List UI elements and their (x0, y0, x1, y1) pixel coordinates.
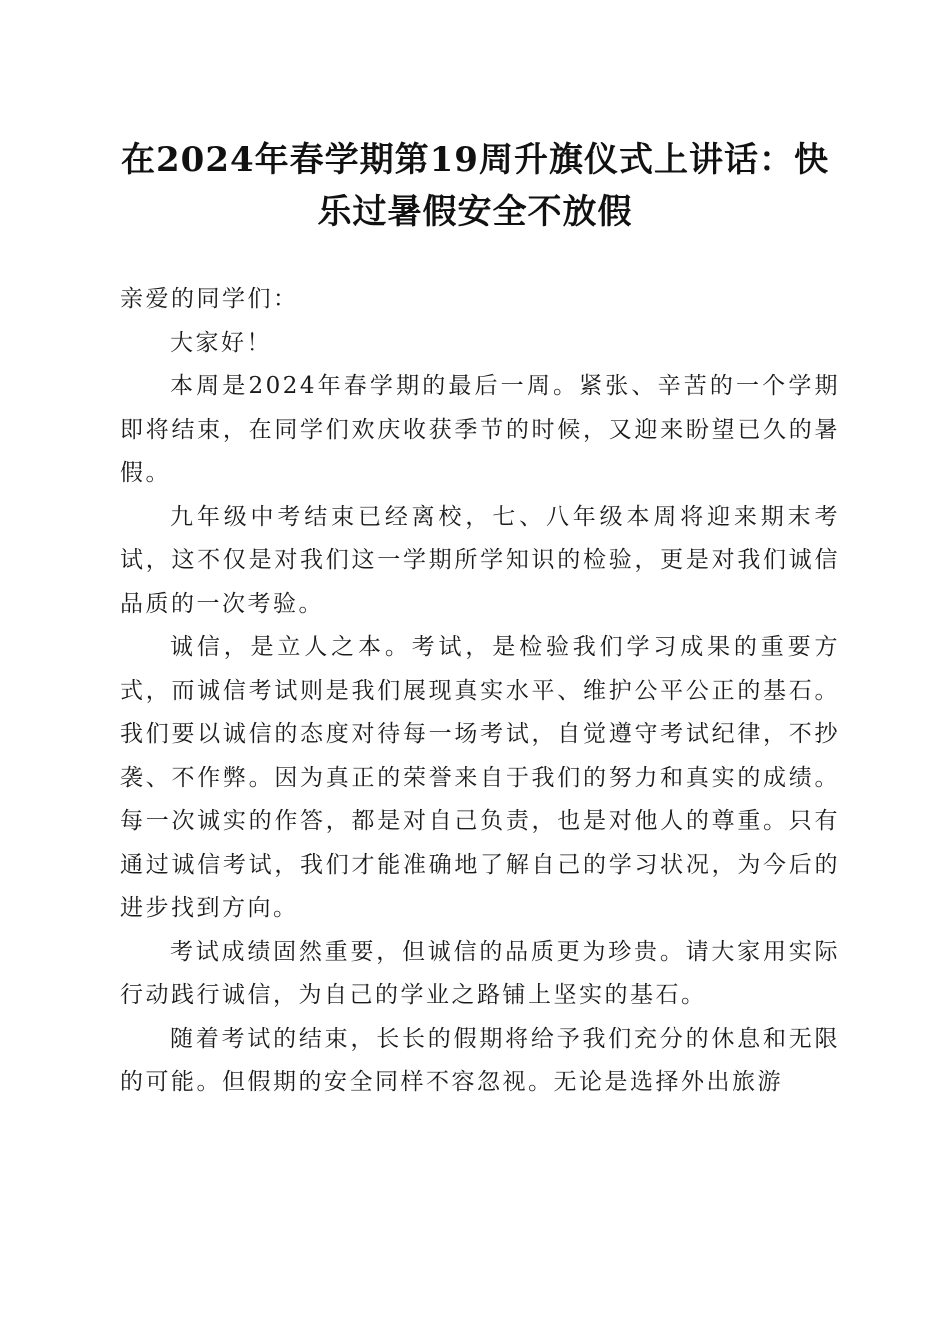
paragraph-greeting: 大家好！ (170, 329, 272, 356)
paragraph-semester-end: 本周是2024年春学期的最后一周。紧张、辛苦的一个学期即将结束，在同学们欢庆收获季节的时候，又迎来盼望已久的暑假。 (120, 373, 840, 486)
document-title: 在2024年春学期第19周升旗仪式上讲话：快乐过暑假安全不放假 (121, 140, 829, 232)
paragraph-integrity: 诚信，是立人之本。考试，是检验我们学习成果的重要方式，而诚信考试则是我们展现真实水平、维护公平公正的基石。我们要以诚信的态度对待每一场考试，自觉遵守考试纪律，不抄袭、不作弊。因为真正的荣誉来自于我们的努力和真实的成绩。每一次诚实的作答，都是对自己负责，也是对他人的尊重。只有通过诚信考试，我们才能准确地了解自己的学习状况，为今后的进步找到方向。 (120, 634, 840, 921)
document-body (120, 278, 840, 1105)
paragraph-exams: 九年级中考结束已经离校，七、八年级本周将迎来期末考试，这不仅是对我们这一学期所学知识的检验，更是对我们诚信品质的一次考验。 (120, 503, 840, 617)
paragraph-integrity-value: 考试成绩固然重要，但诚信的品质更为珍贵。请大家用实际行动践行诚信，为自己的学业之路铺上坚实的基石。 (120, 938, 840, 1008)
paragraph-holiday-safety: 随着考试的结束，长长的假期将给予我们充分的休息和无限的可能。但假期的安全同样不容忽视。无论是选择外出旅游 (120, 1025, 840, 1095)
salutation: 亲爱的同学们： (120, 286, 299, 312)
